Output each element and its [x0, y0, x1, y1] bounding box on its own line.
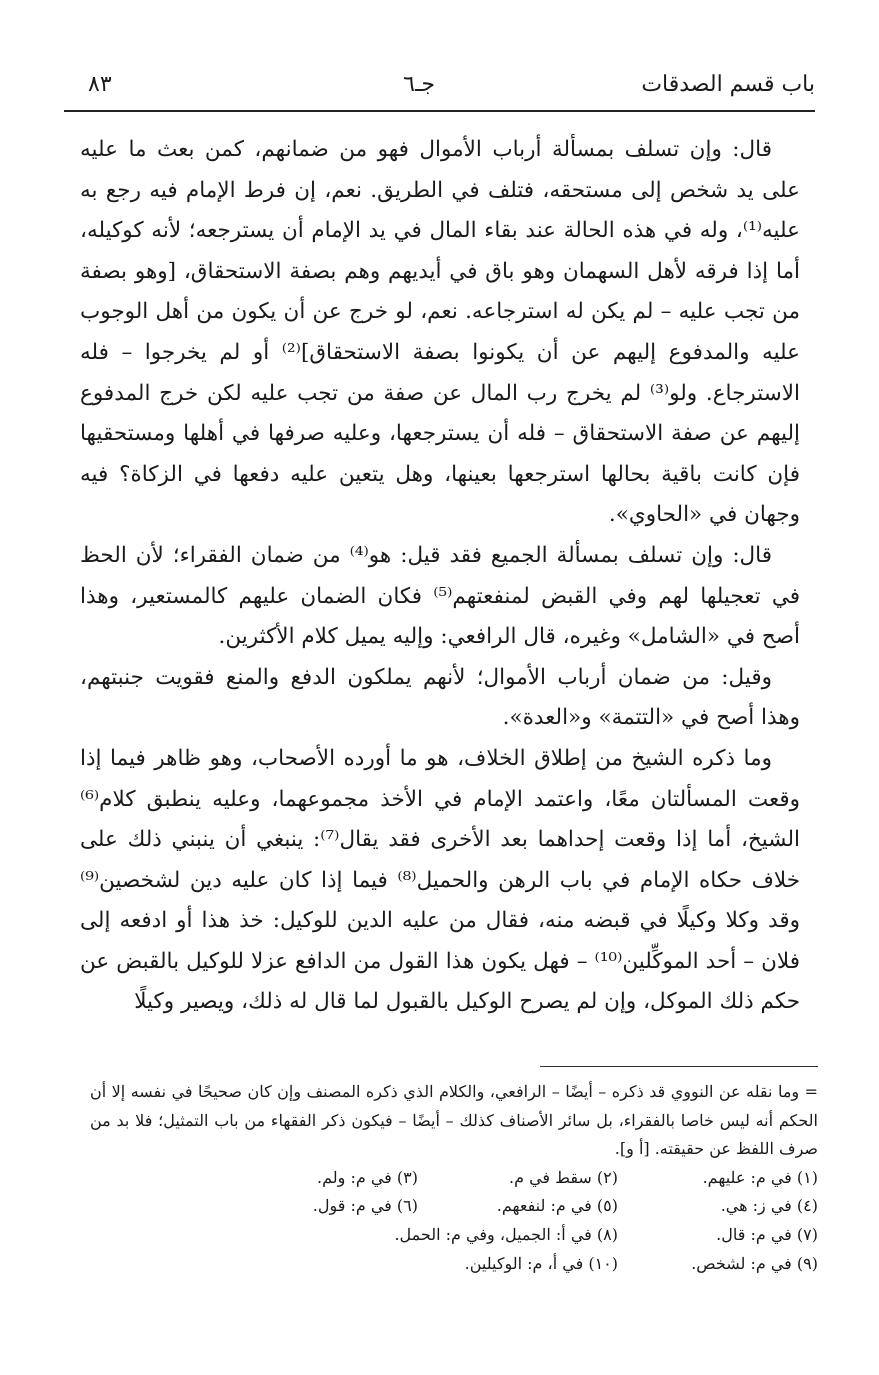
footnote: (٩) في م: لشخص.	[691, 1253, 818, 1273]
footnote: (٦) في م: قول.	[312, 1196, 418, 1216]
footnote-row	[90, 1221, 818, 1250]
footnote: (٤) في ز: هي.	[720, 1196, 818, 1216]
footnote: (٨) في أ: الجميل، وفي م: الحمل.	[394, 1224, 618, 1244]
chapter-title: باب قسم الصدقات	[641, 72, 815, 97]
footnote-continuation: = وما نقله عن النووي قد ذكره – أيضًا – الرافعي، والكلام الذي ذكره المصنف وإن كان صحيحًا في نفسه إلا أن الحكم أنه ليس خاصا بالفقراء، بل سائر الأصناف كذلك – أيضًا – فيكون ذكر الفقهاء من باب التمثيل؛ فلا بد من صرف اللفظ عن حقيقته. [أ و].	[90, 1082, 819, 1159]
footnote-divider	[540, 1066, 818, 1067]
footnote: (١) في م: عليهم.	[702, 1167, 818, 1187]
paragraph: وما ذكره الشيخ من إطلاق الخلاف، هو ما أورده الأصحاب، وهو ظاهر فيما إذا وقعت المسألتان معًا، واعتمد الإمام في الأخذ مجموعهما، وعليه ينطبق كلام⁽⁶⁾ الشيخ، أما إذا وقعت إحداهما بعد الأخرى فقد يقال⁽⁷⁾: ينبغي أن ينبني ذلك على خلاف حكاه الإمام في باب الرهن والحميل⁽⁸⁾ فيما إذا كان عليه دين لشخصين⁽⁹⁾ وقد وكلا وكيلًا في قبضه منه، فقال من عليه الدين للوكيل: خذ هذا أو ادفعه إلى فلان – أحد الموكِّلين⁽¹⁰⁾ – فهل يكون هذا القول من الدافع عزلا للوكيل بالقبض عن حكم ذلك الموكل، وإن لم يصرح الوكيل بالقبول لما قال له ذلك، ويصير وكيلًا	[80, 745, 801, 1015]
footnote-row	[90, 1250, 818, 1279]
footnote: (١٠) في أ، م: الوكيلين.	[464, 1253, 618, 1273]
footnote: (٣) في م: ولم.	[317, 1167, 418, 1187]
footnote-row	[90, 1164, 818, 1193]
footnote: (٢) سقط في م.	[508, 1167, 618, 1187]
volume-label: جـ٦	[403, 72, 435, 97]
paragraph: قال: وإن تسلف بمسألة أرباب الأموال فهو من ضمانهم، كمن بعث ما عليه على يد شخص إلى مستحقه، فتلف في الطريق. نعم، إن فرط الإمام فيه رجع به عليه⁽¹⁾، وله في هذه الحالة عند بقاء المال في يد الإمام أن يسترجعه؛ لأنه كوكيله، أما إذا فرقه لأهل السهمان وهو باق في أيديهم وهم بصفة الاستحقاق، [وهو بصفة من تجب عليه – لم يكن له استرجاعه. نعم، لو خرج عن أن يكون من أهل الوجوب عليه والمدفوع إليهم عن أن يكونوا بصفة الاستحقاق]⁽²⁾ أو لم يخرجوا – فله الاسترجاع. ولو⁽³⁾ لم يخرج رب المال عن صفة من تجب عليه لكن خرج المدفوع إليهم عن صفة الاستحقاق – فله أن يسترجعها، وعليه صرفها في أهلها ومستحقيها فإن كانت باقية بحالها استرجعها بعينها، وهل يتعين عليه دفعها في الزكاة؟ فيه وجهان في «الحاوي».	[80, 137, 800, 528]
page-header	[88, 72, 815, 106]
paragraph: قال: وإن تسلف بمسألة الجميع فقد قيل: هو⁽⁴⁾ من ضمان الفقراء؛ لأن الحظ في تعجيلها لهم وفي القبض لمنفعتهم⁽⁵⁾ فكان الضمان عليهم كالمستعير، وهذا أصح في «الشامل» وغيره، قال الرافعي: وإليه يميل كلام الأكثرين.	[80, 542, 801, 650]
main-text	[80, 130, 800, 1023]
footnote: (٧) في م: قال.	[716, 1224, 818, 1244]
paragraph: وقيل: من ضمان أرباب الأموال؛ لأنهم يملكون الدفع والمنع فقويت جنبتهم، وهذا أصح في «التتمة» و«العدة».	[80, 664, 800, 731]
footnote-row	[90, 1192, 818, 1221]
header-divider	[64, 110, 815, 112]
footnote: (٥) في م: لنفعهم.	[496, 1196, 618, 1216]
footnotes	[90, 1078, 818, 1278]
page-number: ٨٣	[88, 72, 112, 97]
